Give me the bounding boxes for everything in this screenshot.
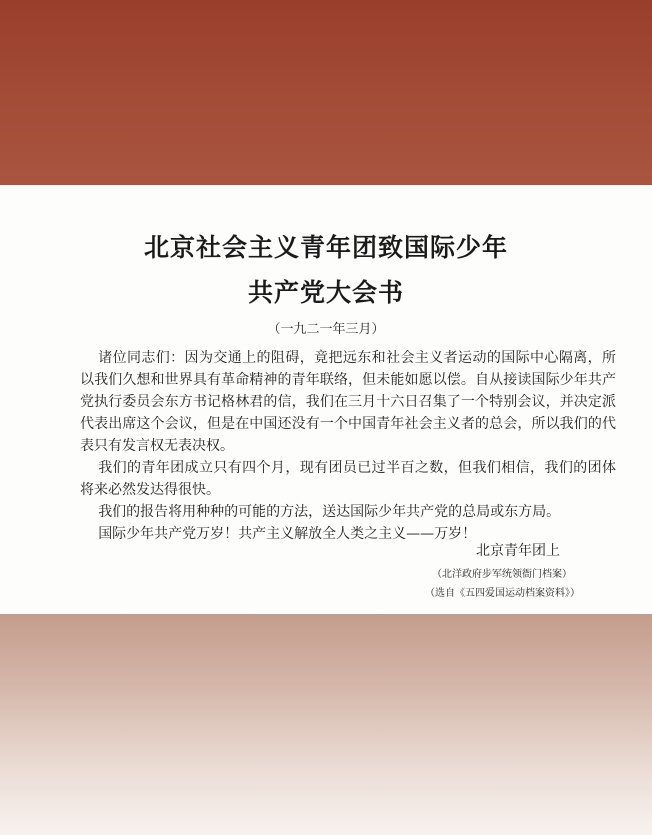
document-date: （一九二一年三月） [267, 322, 385, 337]
document-page [0, 185, 652, 614]
document-title-line-2: 共产党大会书 [247, 278, 404, 307]
archive-note: （北洋政府步军统领衙门档案） [432, 569, 572, 580]
paragraph-membership: 我们的青年团成立只有四个月，现有团员已过半百之数，但我们相信，我们的团体将来必然发达得很快。 [80, 460, 616, 498]
paragraph-greeting: 诸位同志们：因为交通上的阻碍，竟把远东和社会主义者运动的国际中心隔离，所以我们久想和世界具有革命精神的青年联络，但未能如愿以偿。自从接读国际少年共产党执行委员会东方书记格林君的信，我们在三月十六日召集了一个特别会议，并决定派代表出席这个会议，但是在中国还没有一个中国青年社会主义者的总会，所以我们的代表只有发言权无表决权。 [80, 350, 616, 454]
top-background-band [0, 0, 652, 185]
signature: 北京青年团上 [476, 543, 560, 559]
paragraph-slogan: 国际少年共产党万岁！共产主义解放全人类之主义——万岁！ [98, 526, 477, 542]
document-body [80, 347, 616, 545]
source-note: （选自《五四爱国运动档案资料》） [425, 588, 580, 599]
document-title-line-1: 北京社会主义青年团致国际少年 [143, 233, 508, 262]
bottom-background-band [0, 614, 652, 835]
paragraph-report: 我们的报告将用种种的可能的方法，送达国际少年共产党的总局或东方局。 [98, 504, 561, 520]
